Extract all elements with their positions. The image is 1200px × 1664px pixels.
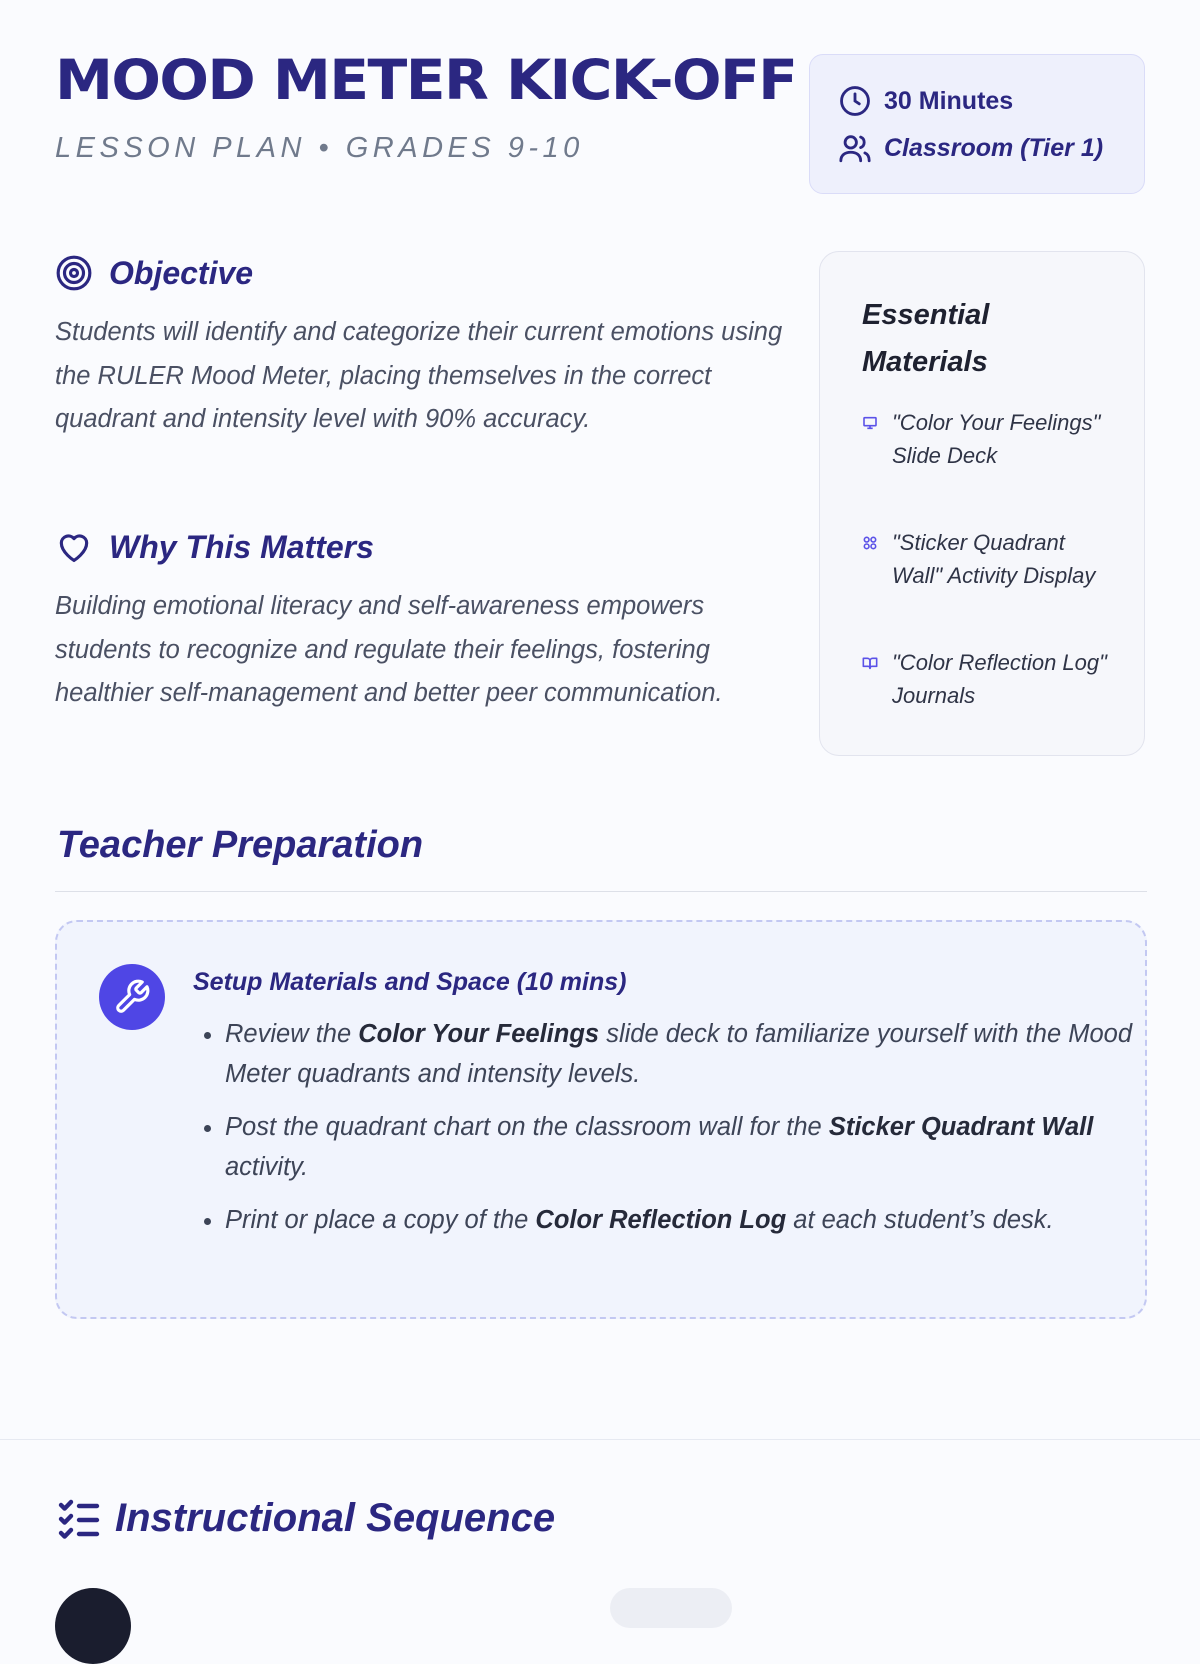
page-divider	[0, 1439, 1200, 1440]
grid-icon	[862, 526, 882, 592]
why-heading	[55, 528, 374, 566]
target-icon	[55, 254, 93, 292]
wrench-icon	[99, 964, 165, 1030]
list-item: • Review the Color Your Feelings slide deck to familiarize yourself with the Mood Meter quadrants and intensity levels.	[225, 1014, 1145, 1094]
sequence-title: Instructional Sequence	[115, 1495, 556, 1540]
material-item	[862, 646, 1112, 712]
book-icon	[862, 646, 882, 712]
page-subtitle: LESSON PLAN • GRADES 9-10	[55, 132, 584, 164]
objective-title: Objective	[109, 254, 254, 291]
clock-icon	[838, 83, 874, 119]
material-item	[862, 526, 1112, 592]
presentation-icon	[862, 406, 882, 472]
material-label: "Sticker Quadrant Wall" Activity Display	[892, 530, 1096, 588]
why-title: Why This Matters	[109, 528, 374, 565]
material-label: "Color Reflection Log" Journals	[892, 650, 1107, 708]
step-number-badge	[55, 1588, 131, 1664]
material-label: "Color Your Feelings" Slide Deck	[892, 410, 1101, 468]
prep-card	[55, 920, 1147, 1319]
objective-heading	[55, 254, 253, 292]
list-item: • Print or place a copy of the Color Reflection Log at each student’s desk.	[225, 1200, 1145, 1240]
duration-row	[838, 83, 1013, 119]
page-title: MOOD METER KICK-OFF	[55, 48, 797, 112]
prep-subheading: Setup Materials and Space (10 mins)	[193, 968, 627, 996]
objective-text: Students will identify and categorize their current emotions using the RULER Mood Meter, placing themselves in the correct quadrant and intensity level with 90% accuracy.	[55, 318, 783, 433]
duration-label: 30 Minutes	[884, 86, 1014, 115]
users-icon	[838, 130, 874, 166]
why-text: Building emotional literacy and self-awareness empowers students to recognize and regulate their feelings, fostering healthier self-management and better peer communication.	[55, 592, 723, 707]
list-checks-icon	[55, 1494, 103, 1542]
sequence-heading	[55, 1494, 555, 1542]
prep-section-title: Teacher Preparation	[57, 824, 424, 866]
prep-list	[193, 1014, 1145, 1253]
step-duration-pill	[610, 1588, 732, 1628]
section-divider	[55, 891, 1147, 892]
lesson-meta-box	[809, 54, 1145, 194]
setting-row	[838, 130, 1103, 166]
material-item	[862, 406, 1112, 472]
heart-icon	[55, 528, 93, 566]
setting-label: Classroom (Tier 1)	[884, 133, 1104, 162]
list-item: • Post the quadrant chart on the classroom wall for the Sticker Quadrant Wall activity.	[225, 1107, 1145, 1187]
materials-title: Essential Materials	[862, 299, 990, 378]
materials-card	[819, 251, 1145, 756]
